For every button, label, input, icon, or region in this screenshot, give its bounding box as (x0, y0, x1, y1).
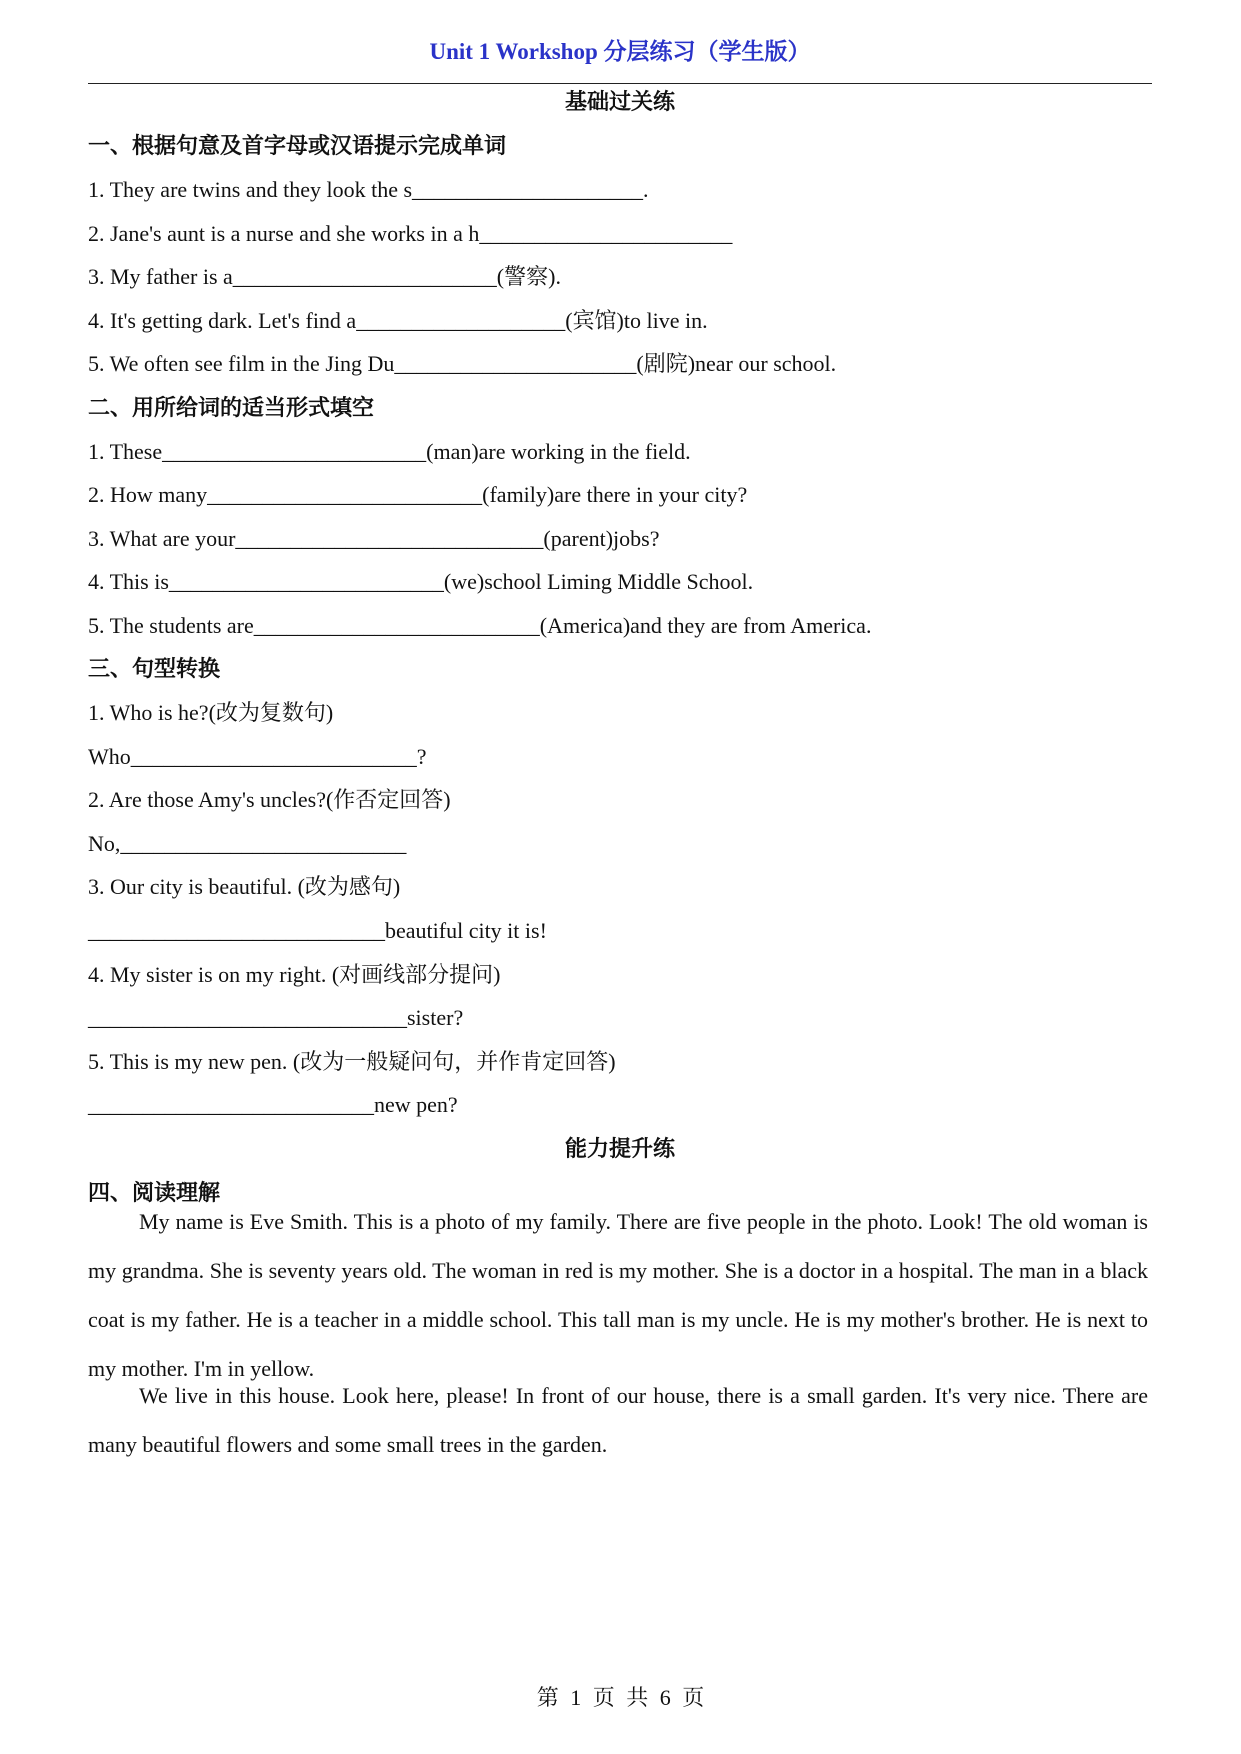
reading-paragraph-2: We live in this house. Look here, please! In front of our house, there is a small garden. It's very nice. There are many beautiful flowers and some small trees in the garden. (88, 1383, 1148, 1457)
section2-item-4: 4. This is_________________________(we)school Liming Middle School. (88, 569, 754, 594)
section1-item-4: 4. It's getting dark. Let's find a___________________(宾馆)to live in. (88, 308, 708, 333)
section1-item-1: 1. They are twins and they look the s_____________________. (88, 177, 649, 202)
section4-title: 四、阅读理解 (88, 1180, 221, 1205)
header-divider (88, 83, 1152, 84)
section2-title: 二、用所给词的适当形式填空 (88, 395, 375, 420)
part-advanced-title: 能力提升练 (564, 1136, 675, 1161)
section2-item-1: 1. These________________________(man)are working in the field. (88, 439, 691, 464)
section3-question-1: 1. Who is he?(改为复数句) (88, 700, 334, 725)
section3-title: 三、句型转换 (88, 656, 221, 681)
reading-paragraph-1: My name is Eve Smith. This is a photo of my family. There are five people in the photo. Look! The old woman is my grandma. She is seventy years old. The woman in red is my mother. She is a doctor in a hospital. The man in a black coat is my father. He is a teacher in a middle school. This tall man is my uncle. He is my mother's brother. He is next to my mother. I'm in yellow. (88, 1209, 1148, 1381)
section3-answer-5: __________________________new pen? (88, 1092, 458, 1117)
section1-item-2: 2. Jane's aunt is a nurse and she works in a h_______________________ (88, 221, 733, 246)
section2-item-5: 5. The students are__________________________(America)and they are from America. (88, 613, 872, 638)
section3-question-5: 5. This is my new pen. (改为一般疑问句，并作肯定回答) (88, 1049, 616, 1074)
section1-title: 一、根据句意及首字母或汉语提示完成单词 (88, 133, 507, 158)
section2-item-3: 3. What are your____________________________(parent)jobs? (88, 526, 660, 551)
section1-item-5: 5. We often see film in the Jing Du______________________(剧院)near our school. (88, 351, 837, 376)
section3-question-3: 3. Our city is beautiful. (改为感句) (88, 874, 401, 899)
section3-answer-3: ___________________________beautiful city it is! (88, 918, 547, 943)
header-title: Unit 1 Workshop 分层练习（学生版） (429, 39, 811, 64)
section1-item-3: 3. My father is a________________________(警察). (88, 264, 561, 289)
section3-answer-4: _____________________________sister? (88, 1005, 464, 1030)
section3-question-4: 4. My sister is on my right. (对画线部分提问) (88, 962, 501, 987)
section3-answer-1: Who__________________________? (88, 744, 427, 769)
section3-question-2: 2. Are those Amy's uncles?(作否定回答) (88, 787, 451, 812)
part-basic-title: 基础过关练 (564, 89, 675, 114)
section2-item-2: 2. How many_________________________(family)are there in your city? (88, 482, 748, 507)
section3-answer-2: No,__________________________ (88, 831, 407, 856)
page-number-footer: 第 1 页 共 6 页 (536, 1685, 705, 1710)
